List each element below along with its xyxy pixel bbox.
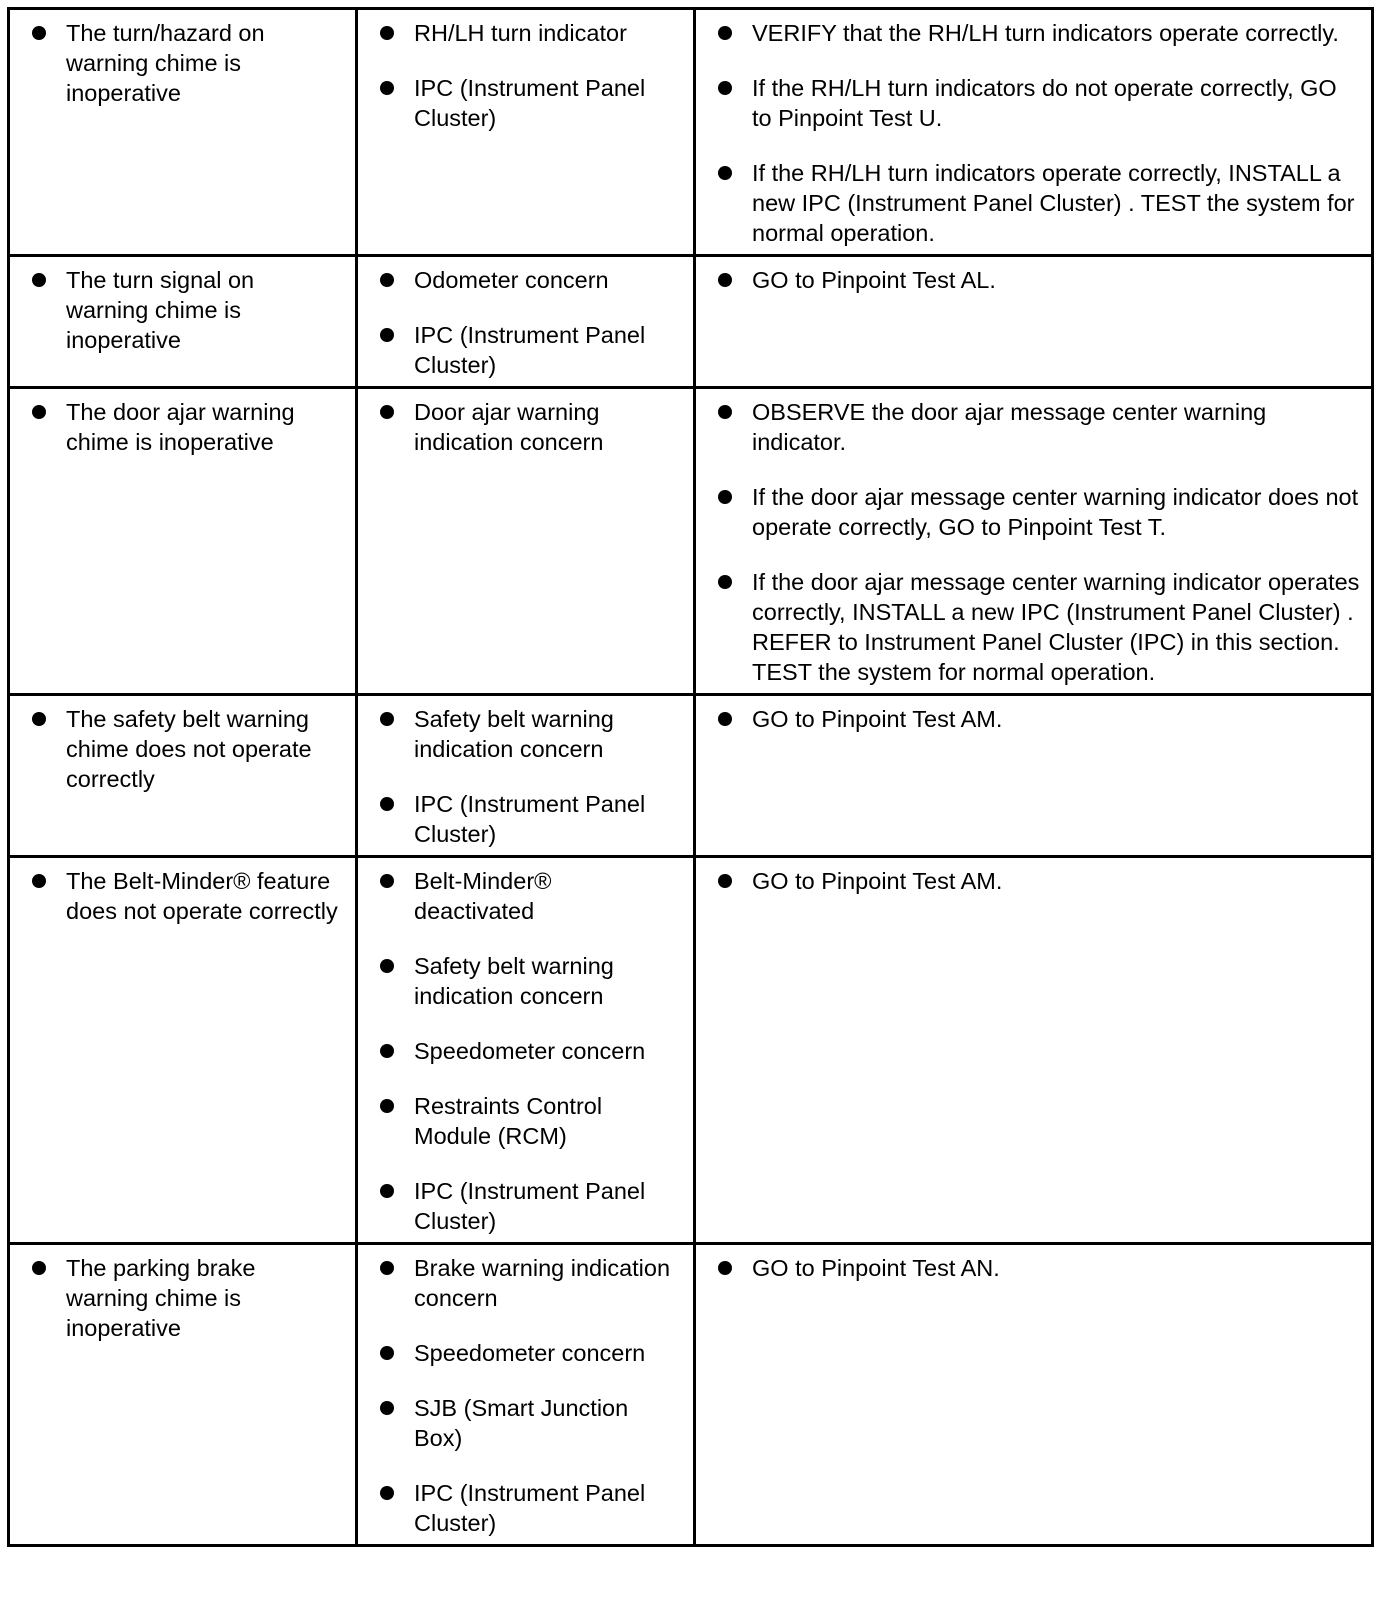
possible-sources-cell bbox=[357, 695, 695, 857]
list-item: VERIFY that the RH/LH turn indicators operate correctly. bbox=[718, 18, 1361, 48]
list-item: Belt-Minder® deactivated bbox=[380, 866, 594, 926]
bullet-icon bbox=[380, 405, 394, 419]
bullet-icon bbox=[380, 712, 394, 726]
bullet-icon bbox=[380, 1099, 394, 1113]
bullet-icon bbox=[32, 273, 46, 287]
list-item: If the door ajar message center warning indicator does not operate correctly, GO to Pinpoint Test T. bbox=[718, 482, 1361, 542]
bullet-icon bbox=[718, 490, 732, 504]
bullet-icon bbox=[718, 273, 732, 287]
table-row bbox=[9, 695, 1373, 857]
action-cell bbox=[695, 1244, 1373, 1546]
list-item: Speedometer concern bbox=[380, 1036, 683, 1066]
action-cell bbox=[695, 256, 1373, 388]
possible-sources-cell bbox=[357, 1244, 695, 1546]
list-item: GO to Pinpoint Test AN. bbox=[718, 1253, 1361, 1283]
bullet-icon bbox=[718, 575, 732, 589]
table-row bbox=[9, 857, 1373, 1244]
bullet-icon bbox=[718, 1261, 732, 1275]
bullet-icon bbox=[32, 405, 46, 419]
list-item: The door ajar warning chime is inoperative bbox=[32, 397, 345, 457]
list-item: RH/LH turn indicator bbox=[380, 18, 683, 48]
bullet-icon bbox=[380, 874, 394, 888]
action-cell bbox=[695, 695, 1373, 857]
bullet-icon bbox=[718, 166, 732, 180]
condition-cell bbox=[9, 256, 357, 388]
list-item: The safety belt warning chime does not operate correctly bbox=[32, 704, 345, 794]
symptom-chart-body bbox=[9, 9, 1373, 1546]
table-row bbox=[9, 256, 1373, 388]
list-item: IPC (Instrument Panel Cluster) bbox=[380, 320, 683, 380]
list-item: Safety belt warning indication concern bbox=[380, 951, 683, 1011]
bullet-icon bbox=[380, 1486, 394, 1500]
list-item: If the RH/LH turn indicators do not operate correctly, GO to Pinpoint Test U. bbox=[718, 73, 1361, 133]
condition-cell bbox=[9, 1244, 357, 1546]
list-item: IPC (Instrument Panel Cluster) bbox=[380, 73, 683, 133]
bullet-icon bbox=[718, 405, 732, 419]
bullet-icon bbox=[718, 712, 732, 726]
action-cell bbox=[695, 9, 1373, 256]
bullet-icon bbox=[32, 874, 46, 888]
table-row bbox=[9, 388, 1373, 695]
bullet-icon bbox=[718, 26, 732, 40]
condition-cell bbox=[9, 695, 357, 857]
possible-sources-cell bbox=[357, 857, 695, 1244]
bullet-icon bbox=[380, 1401, 394, 1415]
condition-cell bbox=[9, 388, 357, 695]
bullet-icon bbox=[718, 81, 732, 95]
list-item: Speedometer concern bbox=[380, 1338, 683, 1368]
list-item: The Belt-Minder® feature does not operate correctly bbox=[32, 866, 345, 926]
bullet-icon bbox=[380, 328, 394, 342]
bullet-icon bbox=[380, 797, 394, 811]
bullet-icon bbox=[380, 1261, 394, 1275]
bullet-icon bbox=[380, 959, 394, 973]
table-row bbox=[9, 9, 1373, 256]
list-item: If the RH/LH turn indicators operate correctly, INSTALL a new IPC (Instrument Panel Cluster) . TEST the system for normal operation. bbox=[718, 158, 1361, 248]
bullet-icon bbox=[380, 26, 394, 40]
list-item: Brake warning indication concern bbox=[380, 1253, 683, 1313]
list-item: Safety belt warning indication concern bbox=[380, 704, 683, 764]
symptom-chart-table bbox=[7, 7, 1374, 1547]
bullet-icon bbox=[32, 26, 46, 40]
possible-sources-cell bbox=[357, 256, 695, 388]
list-item: IPC (Instrument Panel Cluster) bbox=[380, 789, 683, 849]
bullet-icon bbox=[380, 81, 394, 95]
list-item: SJB (Smart Junction Box) bbox=[380, 1393, 683, 1453]
list-item: The turn/hazard on warning chime is inoperative bbox=[32, 18, 304, 108]
action-cell bbox=[695, 388, 1373, 695]
bullet-icon bbox=[380, 273, 394, 287]
possible-sources-cell bbox=[357, 9, 695, 256]
list-item: Restraints Control Module (RCM) bbox=[380, 1091, 683, 1151]
action-cell bbox=[695, 857, 1373, 1244]
condition-cell bbox=[9, 9, 357, 256]
list-item: IPC (Instrument Panel Cluster) bbox=[380, 1478, 683, 1538]
list-item: Odometer concern bbox=[380, 265, 683, 295]
bullet-icon bbox=[380, 1044, 394, 1058]
condition-cell bbox=[9, 857, 357, 1244]
list-item: GO to Pinpoint Test AM. bbox=[718, 866, 1361, 896]
list-item: The parking brake warning chime is inoperative bbox=[32, 1253, 304, 1343]
list-item: IPC (Instrument Panel Cluster) bbox=[380, 1176, 683, 1236]
list-item: Door ajar warning indication concern bbox=[380, 397, 683, 457]
bullet-icon bbox=[718, 874, 732, 888]
list-item: The turn signal on warning chime is inoperative bbox=[32, 265, 304, 355]
bullet-icon bbox=[32, 712, 46, 726]
list-item: If the door ajar message center warning indicator operates correctly, INSTALL a new IPC (Instrument Panel Cluster) . REFER to Instrument Panel Cluster (IPC) in this section. TEST the system for normal operation. bbox=[718, 567, 1361, 687]
bullet-icon bbox=[380, 1184, 394, 1198]
table-row bbox=[9, 1244, 1373, 1546]
bullet-icon bbox=[32, 1261, 46, 1275]
list-item: GO to Pinpoint Test AL. bbox=[718, 265, 1361, 295]
bullet-icon bbox=[380, 1346, 394, 1360]
list-item: OBSERVE the door ajar message center warning indicator. bbox=[718, 397, 1361, 457]
list-item: GO to Pinpoint Test AM. bbox=[718, 704, 1361, 734]
possible-sources-cell bbox=[357, 388, 695, 695]
